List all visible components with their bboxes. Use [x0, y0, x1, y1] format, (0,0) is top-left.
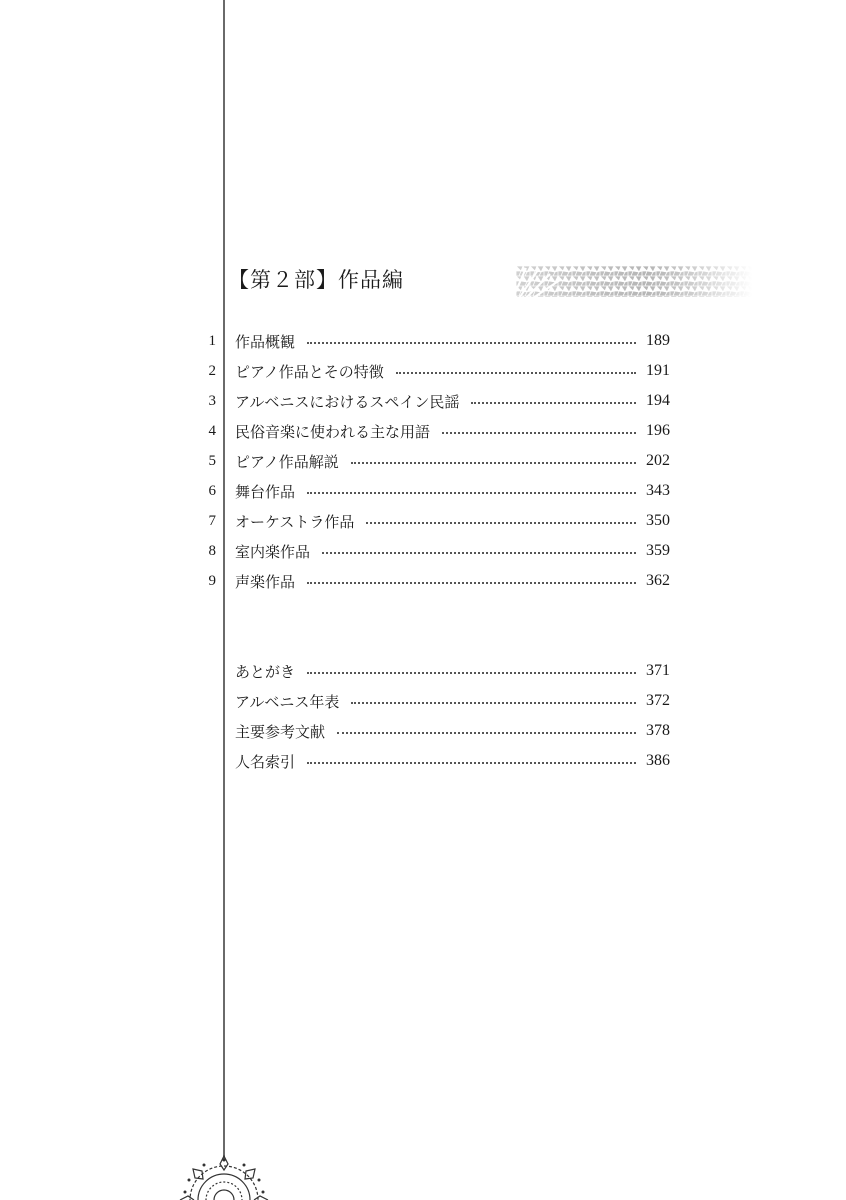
chapter-number: 5	[208, 452, 216, 469]
page-number: 343	[646, 482, 670, 499]
chapter-number: 3	[208, 392, 216, 409]
appendix-title: 人名索引	[235, 752, 296, 771]
dot-leader	[442, 431, 636, 434]
toc-appendix-afterword[interactable]	[200, 658, 670, 684]
dot-leader	[307, 491, 636, 494]
chapter-title: 室内楽作品	[235, 542, 311, 561]
toc-entry-2[interactable]	[200, 358, 670, 384]
dot-leader	[471, 401, 636, 404]
dot-leader	[351, 701, 636, 704]
appendix-title: 主要参考文献	[235, 722, 326, 741]
chapter-title: 声楽作品	[235, 572, 296, 591]
chapter-title: ピアノ作品解説	[235, 452, 339, 471]
toc-entry-9[interactable]	[200, 568, 670, 594]
chapter-number: 4	[208, 422, 216, 439]
page-number: 372	[646, 692, 670, 709]
chapter-number: 7	[208, 512, 216, 529]
page-number: 350	[646, 512, 670, 529]
chapter-title: 作品概観	[235, 332, 296, 351]
toc-entry-4[interactable]	[200, 418, 670, 444]
dot-leader	[307, 341, 636, 344]
part-heading: 【第２部】作品編	[228, 268, 404, 292]
mosaic-banner-icon	[516, 266, 752, 297]
dot-leader	[351, 461, 636, 464]
toc-entry-5[interactable]	[200, 448, 670, 474]
appendix-title: アルベニス年表	[235, 692, 340, 711]
chapter-title: アルベニスにおけるスペイン民謡	[235, 392, 460, 411]
chapter-number: 9	[208, 572, 216, 589]
page-number: 191	[646, 362, 670, 379]
toc-appendix-chronology[interactable]	[200, 688, 670, 714]
dot-leader	[366, 521, 636, 524]
dot-leader	[307, 671, 636, 674]
dot-leader	[307, 581, 636, 584]
page-number: 371	[646, 662, 670, 679]
toc-entry-6[interactable]	[200, 478, 670, 504]
chapter-title: オーケストラ作品	[235, 512, 355, 531]
chapter-number: 1	[208, 332, 216, 349]
dot-leader	[337, 731, 636, 734]
chapter-title: 舞台作品	[235, 482, 296, 501]
toc-entry-1[interactable]	[200, 328, 670, 354]
page-number: 196	[646, 422, 670, 439]
page-number: 189	[646, 332, 670, 349]
toc-entry-3[interactable]	[200, 388, 670, 414]
appendix-title: あとがき	[235, 662, 296, 681]
page-number: 386	[646, 752, 670, 769]
chapter-number: 2	[208, 362, 216, 379]
page-number: 378	[646, 722, 670, 739]
toc-appendix-bibliography[interactable]	[200, 718, 670, 744]
page-number: 359	[646, 542, 670, 559]
toc-appendix-name-index[interactable]	[200, 748, 670, 774]
page-number: 202	[646, 452, 670, 469]
toc-entry-7[interactable]	[200, 508, 670, 534]
page-number: 194	[646, 392, 670, 409]
dot-leader	[322, 551, 636, 554]
toc-entry-8[interactable]	[200, 538, 670, 564]
chapter-title: 民俗音楽に使われる主な用語	[235, 422, 431, 441]
dot-leader	[396, 371, 636, 374]
lace-ornament-icon	[178, 1152, 270, 1200]
dot-leader	[307, 761, 636, 764]
chapter-title: ピアノ作品とその特徴	[235, 362, 384, 381]
chapter-number: 6	[208, 482, 216, 499]
chapter-number: 8	[208, 542, 216, 559]
page-number: 362	[646, 572, 670, 589]
